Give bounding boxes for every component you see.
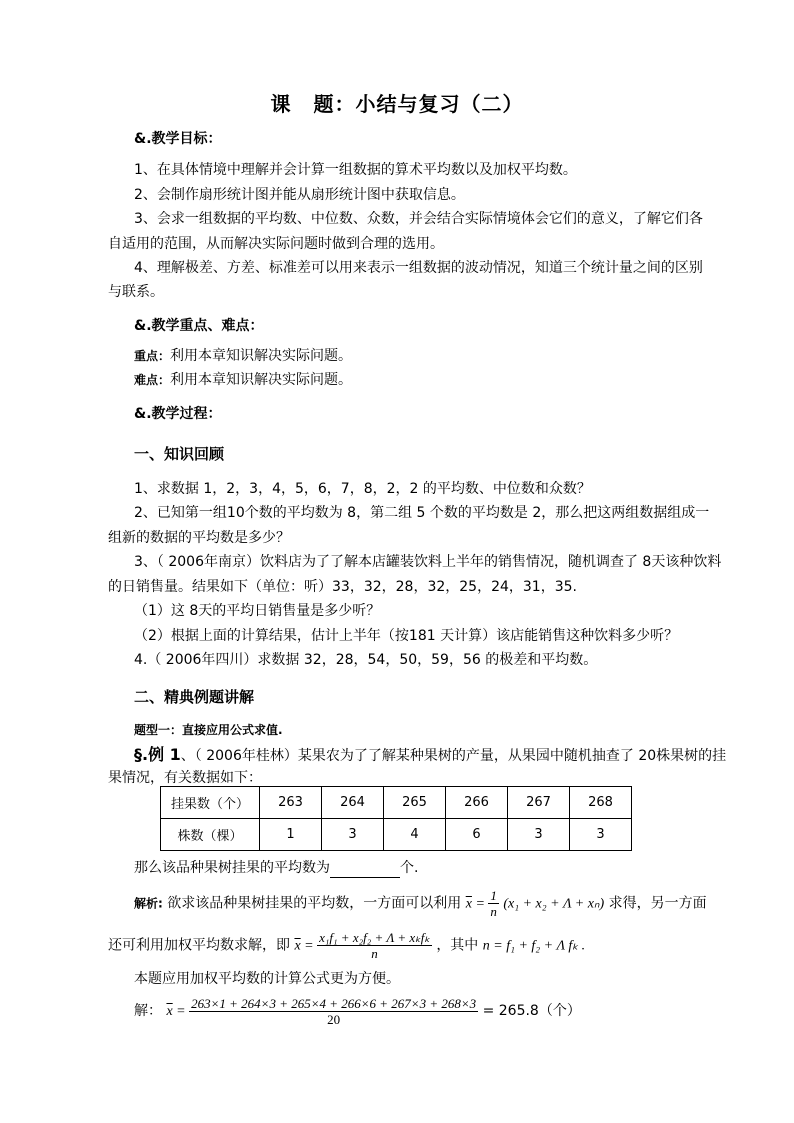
difficulty-line xyxy=(134,370,352,390)
question-unit: 个. xyxy=(400,860,419,876)
title-text: 题：小结与复习（二） xyxy=(313,92,524,116)
type1-heading: 题型一：直接应用公式求值. xyxy=(134,723,283,737)
review-line: 1、求数据 1，2，3，4，5，6，7，8，2，2 的平均数、中位数和众数？ xyxy=(134,481,591,497)
review-line: 2、已知第一组10个数的平均数为 8，第二组 5 个数的平均数是 2，那么把这两组数据组成一 xyxy=(134,505,710,521)
goal-item: 1、在具体情境中理解并会计算一组数据的算术平均数以及加权平均数。 xyxy=(134,162,577,178)
mean-symbol: $\overline{x}$ xyxy=(465,896,472,912)
mean-symbol: $\overline{x}$ xyxy=(166,1004,173,1019)
fraction-denominator: n xyxy=(490,904,497,919)
focus-label: 重点： xyxy=(134,349,171,363)
fraction-denominator: 20 xyxy=(327,1011,341,1027)
focus-line xyxy=(134,346,352,366)
goal-item: 与联系。 xyxy=(108,284,164,300)
goal-item: 2、会制作扇形统计图并能从扇形统计图中获取信息。 xyxy=(134,187,465,203)
question-line xyxy=(134,858,418,878)
table-cell: 263 xyxy=(260,787,322,819)
title-prefix: 课 xyxy=(270,92,292,116)
table-cell: 6 xyxy=(446,819,508,851)
table-cell: 267 xyxy=(508,787,570,819)
example1-label: §.例 1 xyxy=(134,745,181,764)
review-line: （2）根据上面的计算结果，估计上半年（按181 天计算）该店能销售这种饮料多少听？ xyxy=(134,628,679,644)
focus-text: 利用本章知识解决实际问题。 xyxy=(170,348,353,364)
example1-text: 、（ 2006年桂林）某果农为了了解某种果树的产量，从果园中随机抽查了 20株果树的挂 xyxy=(180,748,727,764)
table-cell: 1 xyxy=(260,819,322,851)
table-row xyxy=(161,819,632,851)
table-row xyxy=(161,787,632,819)
goals-heading: &.教学目标： xyxy=(134,131,222,147)
analysis-line-2: 还可利用加权平均数求解，即 $\overline{x}$ = $\frac{\text{x₁f₁ + x₂f₂ + Λ + xₖfₖ}}{n}$ ，其中 n = f₁ + f₂ + Λ fₖ . xyxy=(108,930,586,961)
solution-result: = 265.8（个） xyxy=(482,1003,581,1019)
table-header-cell: 挂果数（个） xyxy=(161,787,260,819)
example1-line2: 果情况，有关数据如下： xyxy=(108,770,262,786)
fraction-denominator: n xyxy=(371,946,378,961)
table-cell: 264 xyxy=(322,787,384,819)
table-cell: 266 xyxy=(446,787,508,819)
table-cell: 3 xyxy=(508,819,570,851)
table-cell: 3 xyxy=(322,819,384,851)
analysis-label: 解析: xyxy=(134,896,163,911)
solution-fraction xyxy=(189,996,478,1027)
fraction-numerator: 1 xyxy=(490,888,497,903)
n-definition: n = f₁ + f₂ + Λ fₖ . xyxy=(482,938,586,954)
review-line: （1）这 8天的平均日销售量是多少听？ xyxy=(134,603,381,619)
goal-item: 4、理解极差、方差、标准差可以用来表示一组数据的波动情况，知道三个统计量之间的区别 xyxy=(134,260,703,276)
goal-item: 自适用的范围，从而解决实际问题时做到合理的选用。 xyxy=(108,236,444,252)
page-title xyxy=(0,88,794,117)
fraction-numerator: 263×1 + 264×3 + 265×4 + 266×6 + 267×3 + 268×3 xyxy=(191,995,477,1011)
difficulty-text: 利用本章知识解决实际问题。 xyxy=(170,372,353,388)
review-line: 组新的数据的平均数是多少？ xyxy=(108,530,290,546)
difficulty-label: 难点： xyxy=(134,373,171,387)
keypoints-heading: &.教学重点、难点： xyxy=(134,318,264,334)
weighted-fraction xyxy=(317,930,432,961)
analysis-text: 欲求该品种果树挂果的平均数，一方面可以利用 xyxy=(167,895,462,912)
conclusion-line: 本题应用加权平均数的计算公式更为方便。 xyxy=(134,971,400,987)
table-cell: 265 xyxy=(384,787,446,819)
analysis-text: 还可利用加权平均数求解，即 xyxy=(108,937,290,954)
review-line: 4.（ 2006年四川）求数据 32，28，54，50，59，56 的极差和平均数。 xyxy=(134,652,598,668)
table-header-cell: 株数（棵） xyxy=(161,819,260,851)
table-cell: 4 xyxy=(384,819,446,851)
process-heading: &.教学过程： xyxy=(134,406,222,422)
analysis-text-2: 求得，另一方面 xyxy=(608,895,707,912)
example1-line xyxy=(134,745,726,766)
review-line: 的日销售量。结果如下（单位：听）33，32，28，32，25，24，31，35. xyxy=(108,579,577,595)
mean-symbol: $\overline{x}$ xyxy=(294,938,301,954)
fraction-numerator: x₁f₁ + x₂f₂ + Λ + xₖfₖ xyxy=(319,930,430,945)
data-table xyxy=(160,786,632,851)
fraction xyxy=(488,888,499,919)
table-cell: 268 xyxy=(570,787,632,819)
examples-heading: 二、精典例题讲解 xyxy=(134,688,255,706)
solution-label: 解： xyxy=(134,1003,162,1019)
review-heading: 一、知识回顾 xyxy=(134,445,225,463)
question-text: 那么该品种果树挂果的平均数为 xyxy=(134,860,330,876)
answer-blank xyxy=(330,863,400,878)
analysis-text: ，其中 xyxy=(436,937,479,954)
analysis-line: 解析: 欲求该品种果树挂果的平均数，一方面可以利用 $\overline{x}$ = $\frac{1}{n}$ (x₁ + x₂ + Λ + xₙ) 求得，另一方面 xyxy=(134,888,707,919)
review-line: 3、（ 2006年南京）饮料店为了了解本店罐装饮料上半年的销售情况，随机调查了 8天该种饮料 xyxy=(134,554,722,570)
solution-line: 解： $\overline{x}$ = $\frac{263\times 1 + 264\times 3 + 265\times 4 + 266\times 6 + 267\times 3 + 268\times 3}{20}$ = 265.8（个） xyxy=(134,995,581,1027)
goal-item: 3、会求一组数据的平均数、中位数、众数，并会结合实际情境体会它们的意义，了解它们各 xyxy=(134,211,703,227)
sum-expression: (x₁ + x₂ + Λ + xₙ) xyxy=(503,896,605,912)
table-cell: 3 xyxy=(570,819,632,851)
